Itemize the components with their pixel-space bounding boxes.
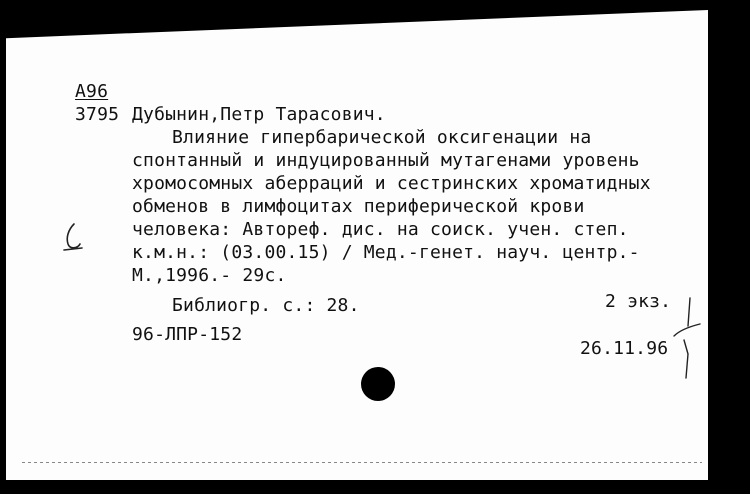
punch-hole — [361, 367, 395, 401]
shelfmark: А96 — [75, 81, 109, 102]
title-line: обменов в лимфоцитах периферической крови — [132, 196, 585, 217]
accession-date: 26.11.96 — [580, 338, 669, 359]
catalog-code: 96-ЛПР-152 — [132, 324, 243, 345]
bibliography-note: Библиогр. с.: 28. — [172, 295, 360, 316]
entry-number: 3795 — [75, 104, 120, 125]
author-name: Дубынин,Петр Тарасович. — [132, 104, 386, 125]
handwritten-check-icon — [670, 296, 704, 380]
title-line: к.м.н.: (03.00.15) / Мед.-генет. науч. центр.- — [132, 242, 640, 263]
title-line: Влияние гипербарической оксигенации на — [172, 127, 592, 148]
handwritten-mark-icon — [58, 222, 86, 252]
copies-count: 2 экз. — [605, 291, 672, 312]
title-line: М.,1996.- 29с. — [132, 265, 287, 286]
title-line: хромосомных аберраций и сестринских хроматидных — [132, 173, 651, 194]
title-line: спонтанный и индуцированный мутагенами уровень — [132, 150, 640, 171]
card-edge-line — [22, 462, 702, 463]
title-line: человека: Автореф. дис. на соиск. учен. степ. — [132, 219, 629, 240]
